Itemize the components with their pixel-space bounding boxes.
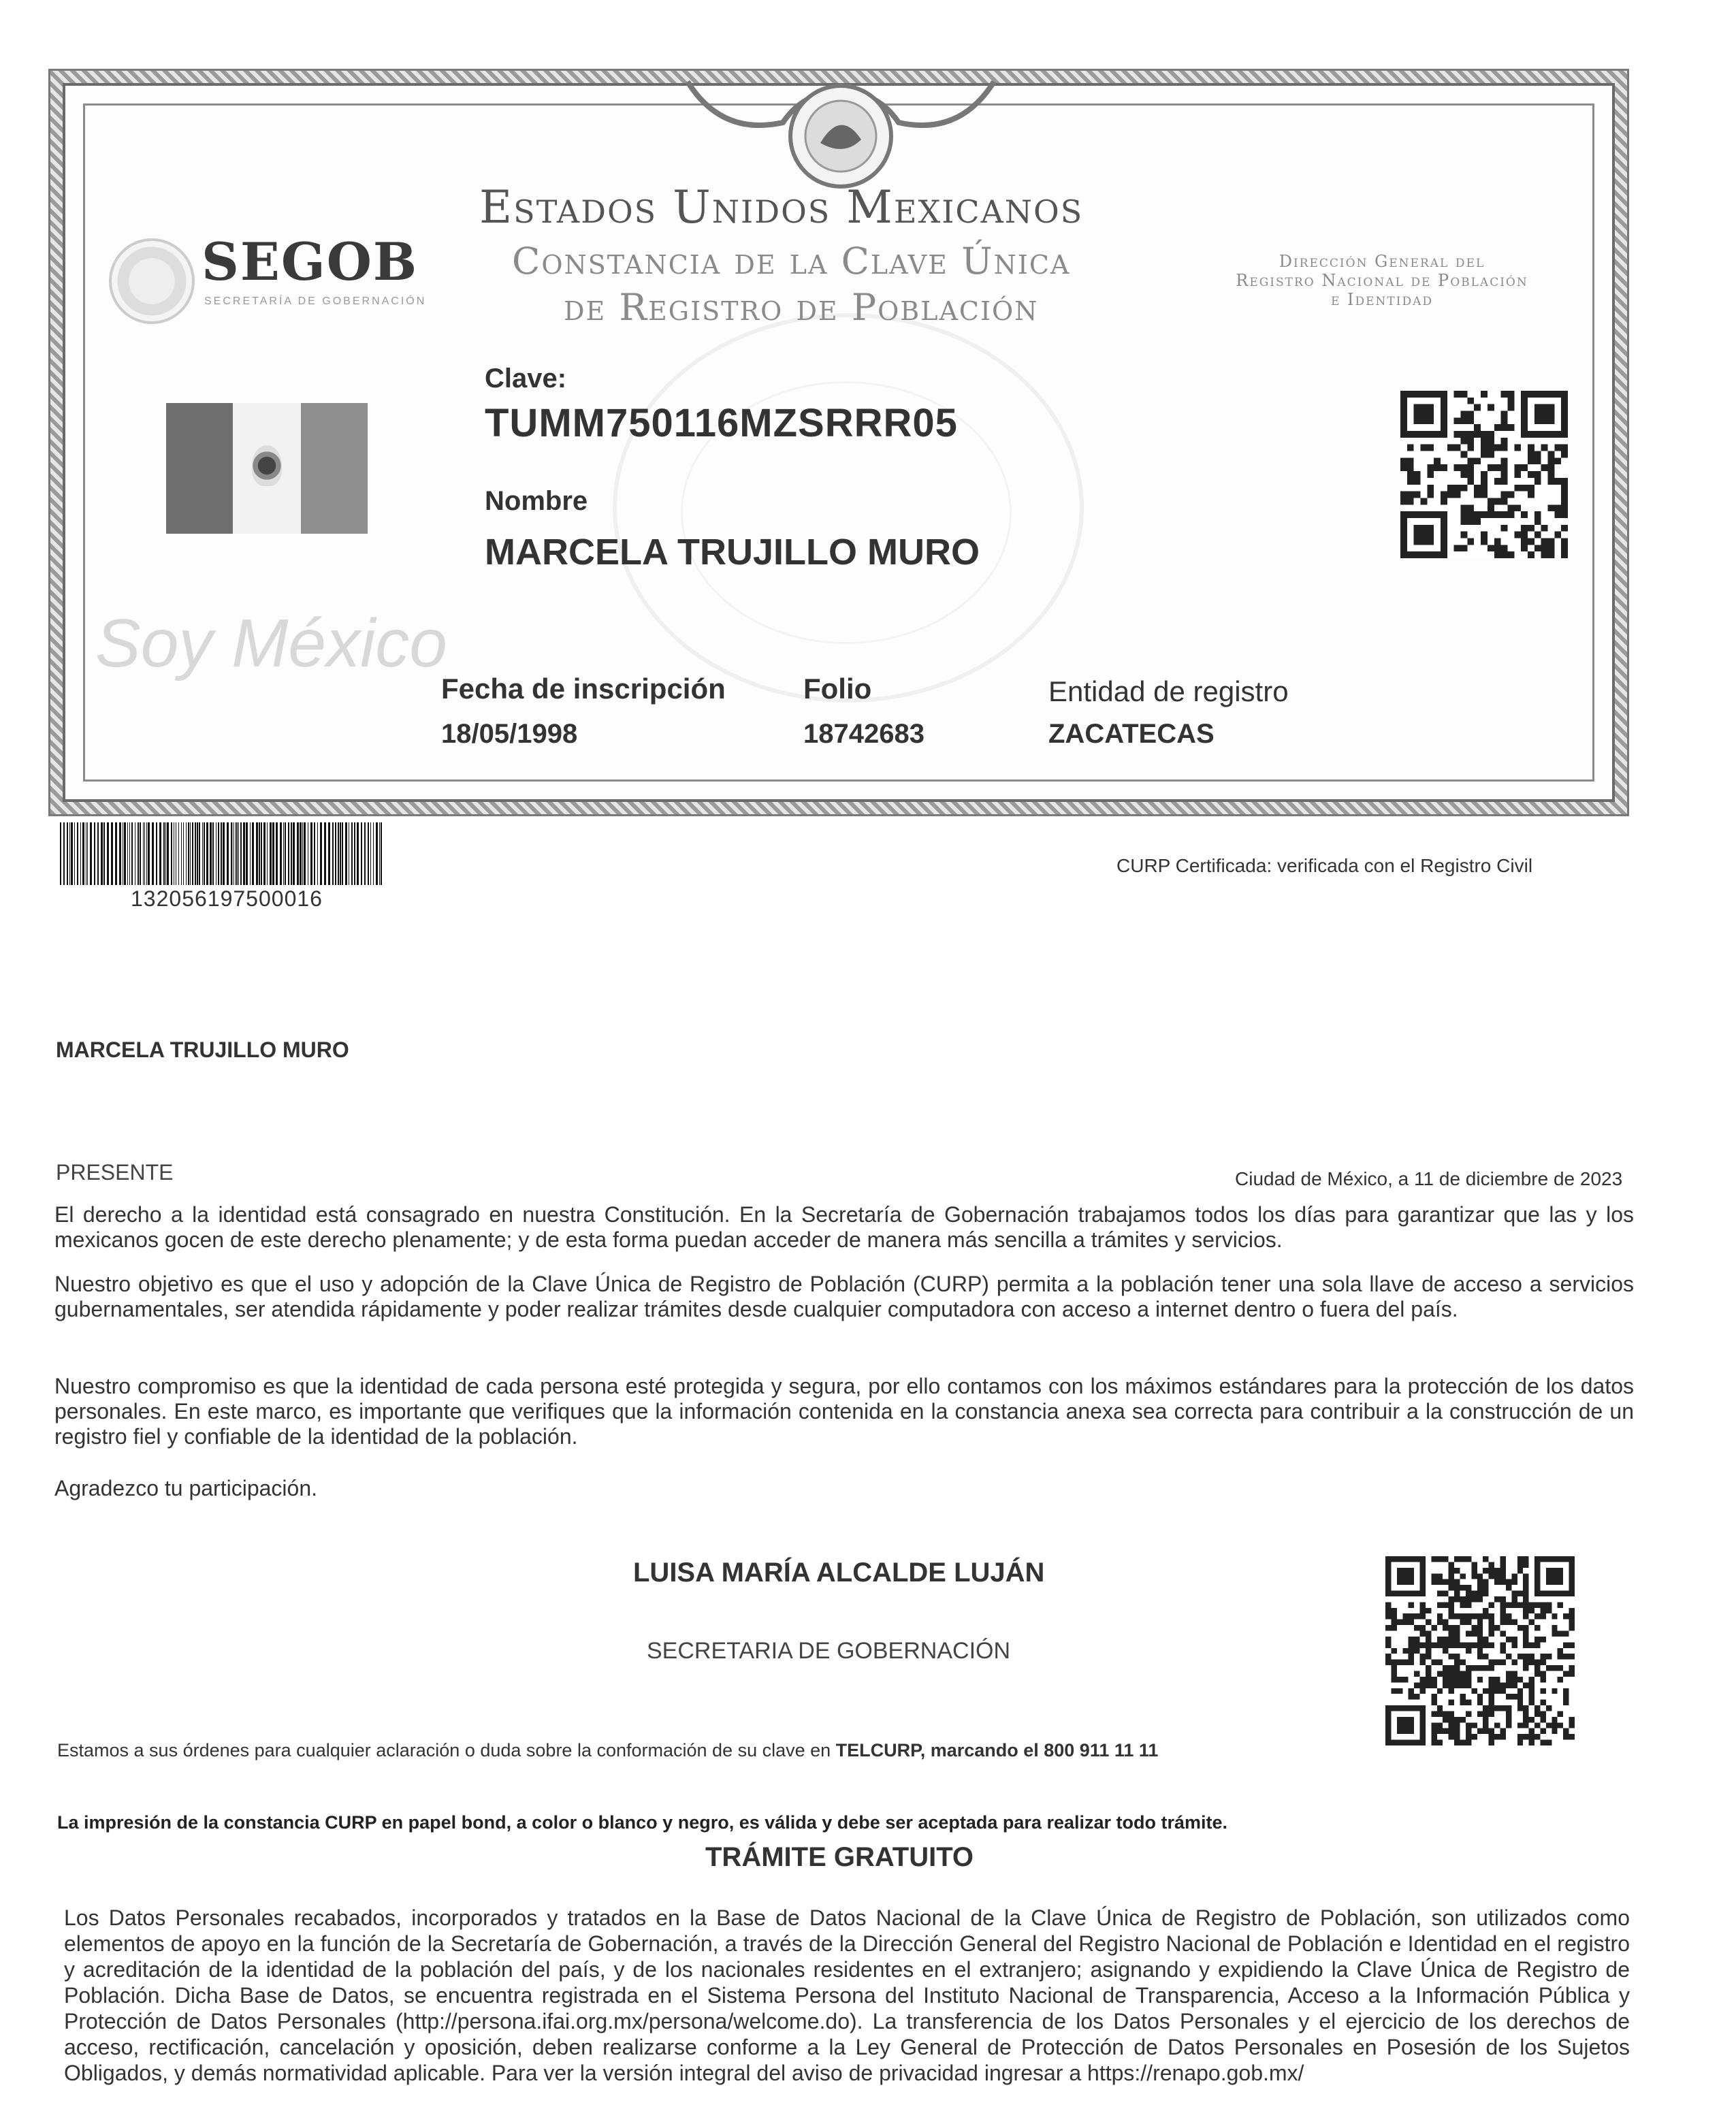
agency-line1: Dirección General del — [1279, 252, 1485, 271]
folio-label: Folio — [803, 673, 872, 705]
qr-code-icon — [1397, 391, 1571, 558]
validity-note: La impresión de la constancia CURP en papel bond, a color o blanco y negro, es válida y debe ser aceptada para realizar todo trámite. — [57, 1812, 1228, 1833]
agency-line2: Registro Nacional de Población — [1236, 271, 1528, 290]
free-procedure-notice: TRÁMITE GRATUITO — [705, 1842, 974, 1872]
national-emblem-icon — [681, 75, 1001, 191]
letter-addressee: MARCELA TRUJILLO MURO — [56, 1037, 349, 1062]
entidad-registro-value: ZACATECAS — [1048, 719, 1215, 749]
entidad-registro-label: Entidad de registro — [1048, 675, 1289, 707]
letter-paragraph: El derecho a la identidad está consagrado en nuestra Constitución. En la Secretaría de Gobernación trabajamos todos los días para garantizar que las y los mexicanos gocen de este derecho plenamente; y de esta forma puedan acceder de manera más sencilla a trámites y servicios. — [54, 1202, 1634, 1252]
agency-line3: e Identidad — [1330, 290, 1434, 309]
agency-name — [1219, 252, 1545, 309]
letter-presente: PRESENTE — [56, 1160, 174, 1185]
fecha-inscripcion-value: 18/05/1998 — [441, 719, 578, 749]
barcode-icon — [60, 822, 387, 885]
contact-line — [57, 1740, 1158, 1761]
country-title: Estados Unidos Mexicanos — [479, 181, 1084, 234]
segob-subtitle: SECRETARÍA DE GOBERNACIÓN — [204, 295, 427, 307]
folio-value: 18742683 — [803, 719, 925, 749]
telcurp-phone: TELCURP, marcando el 800 911 11 11 — [835, 1740, 1159, 1760]
fecha-inscripcion-label: Fecha de inscripción — [441, 673, 726, 705]
nombre-label: Nombre — [485, 486, 588, 516]
verification-qr-code-icon — [1383, 1556, 1577, 1745]
segob-seal-icon — [109, 238, 195, 324]
letter-closing: Agradezco tu participación. — [54, 1476, 317, 1500]
signer-title: SECRETARIA DE GOBERNACIÓN — [647, 1638, 1011, 1664]
barcode-number: 132056197500016 — [131, 886, 323, 911]
segob-logo: SEGOB — [202, 231, 419, 292]
contact-text: Estamos a sus órdenes para cualquier aclaración o duda sobre la conformación de su clave en — [57, 1740, 836, 1760]
document-title-line2: de Registro de Población — [564, 286, 1039, 329]
document-title-line1: Constancia de la Clave Única — [512, 240, 1071, 283]
certification-status: CURP Certificada: verificada con el Registro Civil — [1116, 855, 1533, 876]
mexican-flag-icon — [166, 403, 368, 534]
letter-paragraph: Nuestro compromiso es que la identidad de cada persona esté protegida y segura, por ello contamos con los máximos estándares para la protección de los datos personales. En este marco, es importante que verifiques que la información contenida en la constancia anexa sea correcta para contribuir a la construcción de un registro fiel y confiable de la identidad de la población. — [54, 1374, 1634, 1449]
clave-value: TUMM750116MZSRRR05 — [485, 401, 958, 445]
letter-paragraph: Nuestro objetivo es que el uso y adopción de la Clave Única de Registro de Población (CURP) permita a la población tener una sola llave de acceso a servicios gubernamentales, ser atendida rápidamente y poder realizar trámites desde cualquier computadora con acceso a internet dentro o fuera del país. — [54, 1272, 1634, 1321]
clave-label: Clave: — [485, 364, 567, 393]
nombre-value: MARCELA TRUJILLO MURO — [485, 532, 980, 573]
letter-place-date: Ciudad de México, a 11 de diciembre de 2023 — [1235, 1168, 1623, 1189]
signer-name: LUISA MARÍA ALCALDE LUJÁN — [633, 1558, 1045, 1588]
privacy-notice: Los Datos Personales recabados, incorporados y tratados en la Base de Datos Nacional de la Clave Única de Registro de Población, son utilizados como elementos de apoyo en la función de la Secretaría de Gobernación, a través de la Dirección General del Registro Nacional de Población e Identidad en el registro y acreditación de la identidad de la población del país, y de los nacionales residentes en el extranjero; asignando y expidiendo la Clave Única de Registro de Población. Dicha Base de Datos, se encuentra registrada en el Sistema Persona del Instituto Nacional de Transparencia, Acceso a la Información Pública y Protección de Datos Personales (http://persona.ifai.org.mx/persona/welcome.do). La transferencia de los Datos Personales y el ejercicio de los derechos de acceso, rectificación, cancelación y oposición, deben realizarse conforme a la Ley General de Protección de Datos Personales en Posesión de los Sujetos Obligados, y demás normatividad aplicable. Para ver la versión integral del aviso de privacidad ingresar a https://renapo.gob.mx/ — [64, 1905, 1630, 2085]
soy-mexico-watermark: Soy México — [95, 605, 447, 681]
